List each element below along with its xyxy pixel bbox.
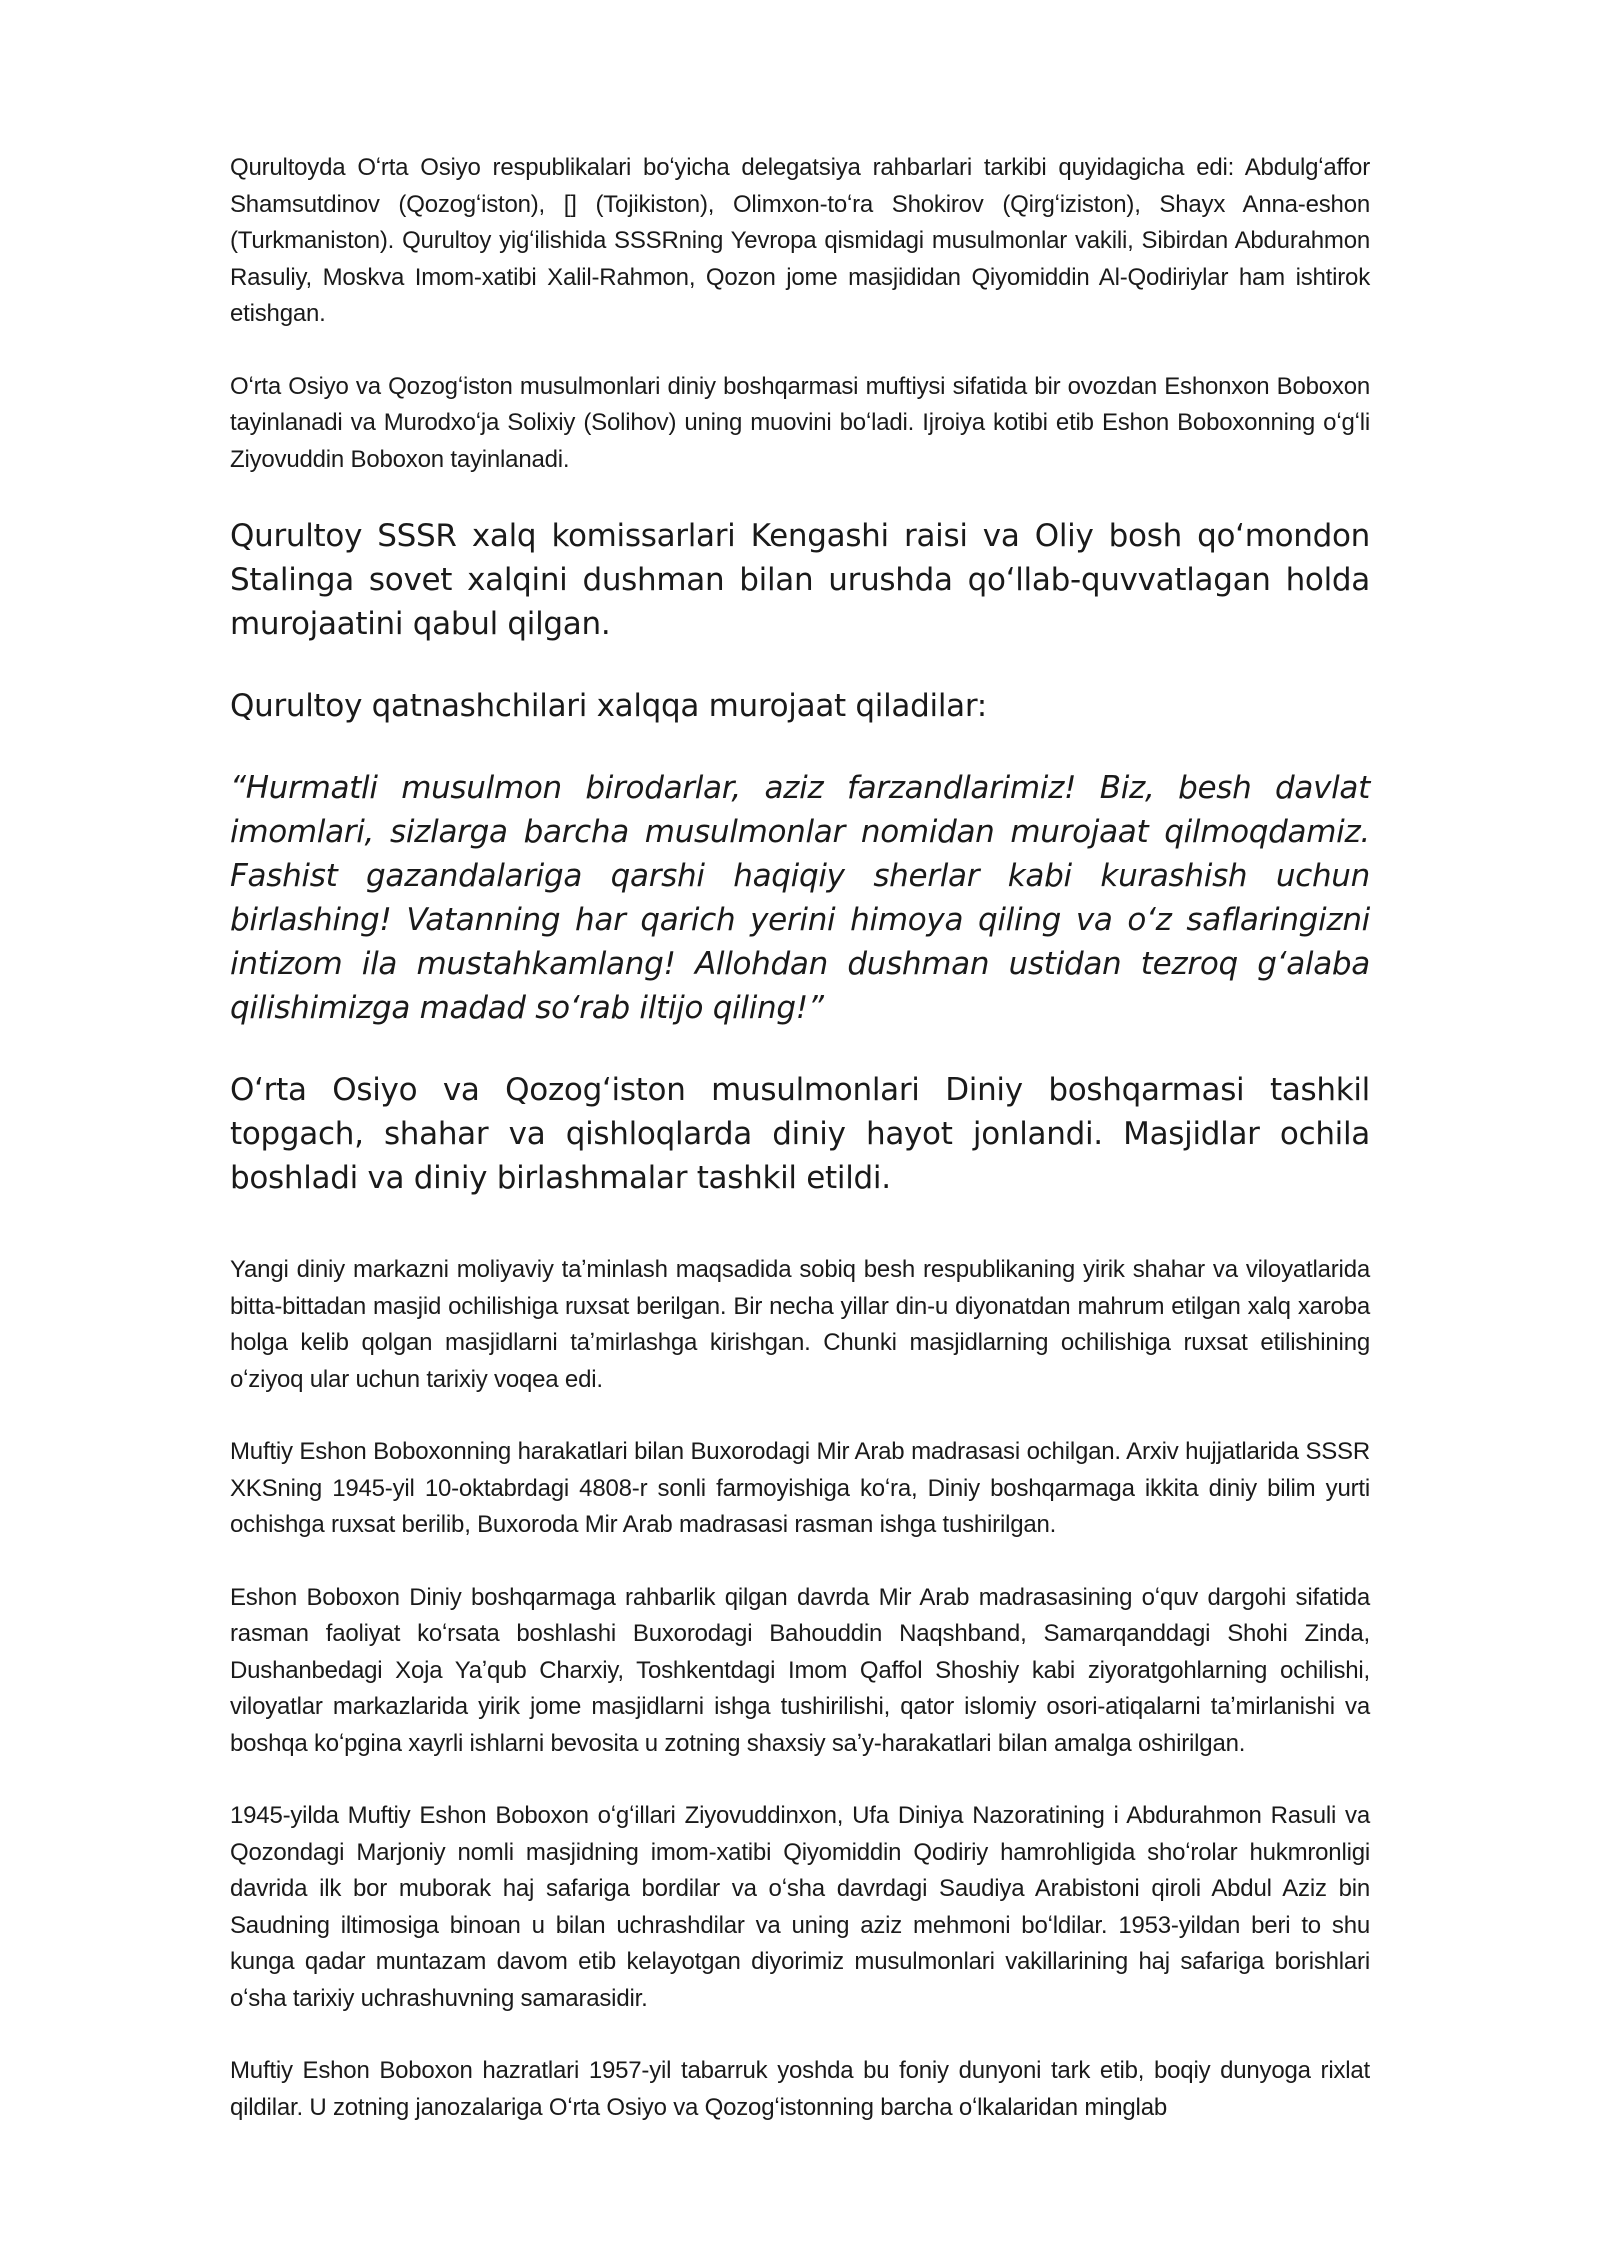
paragraph-mufti-appointment: Oʻrta Osiyo va Qozogʻiston musulmonlari diniy boshqarmasi muftiysi sifatida bir ovozdan Eshonxon Boboxon tayinlanadi va Murodxoʻja Solixiy (Solihov) uning muovini boʻladi. Ijroiya kotibi etib Eshon Boboxonning oʻgʻli Ziyovuddin Boboxon tayinlanadi. — [230, 372, 1370, 473]
paragraph-leadership-achievements: Eshon Boboxon Diniy boshqarmaga rahbarlik qilgan davrda Mir Arab madrasasining oʻquv dargohi sifatida rasman faoliyat koʻrsata boshlashi Buxorodagi Bahouddin Naqshband, Samarqanddagi Shohi Zinda, Dushanbedagi Xoja Yaʼqub Charxiy, Toshkentdagi Imom Qaffol Shoshiy kabi ziyoratgohlarning ochilishi, viloyatlar markazlarida yirik jome masjidlarni ishga tushirilishi, qator islomiy osori-atiqalarni taʼmirlanishi va boshqa koʻpgina xayrli ishlarni bevosita u zotning shaxsiy saʼy-harakatlari bilan amalga oshirilgan. — [230, 1583, 1370, 1757]
paragraph-appeal-to-stalin: Qurultoy SSSR xalq komissarlari Kengashi raisi va Oliy bosh qoʻmondon Stalinga sovet xalqini dushman bilan urushda qoʻllab-quvvatlagan holda murojaatini qabul qilgan. — [230, 518, 1370, 642]
paragraph-appeal-quote: “Hurmatli musulmon birodarlar, aziz farzandlarimiz! Biz, besh davlat imomlari, sizlarga barcha musulmonlar nomidan murojaat qilmoqdamiz. Fashist gazandalariga qarshi haqiqiy sherlar kabi kurashish uchun birlashing! Vatanning har qarich yerini himoya qiling va oʻz saflaringizni intizom ila mustahkamlang! Allohdan dushman ustidan tezroq gʻalaba qilishimizga madad soʻrab iltijo qiling!” — [230, 770, 1370, 1026]
document-page — [230, 150, 1370, 2162]
paragraph-delegation-leaders: Qurultoyda Oʻrta Osiyo respublikalari boʻyicha delegatsiya rahbarlari tarkibi quyidagicha edi: Abdulgʻaffor Shamsutdinov (Qozogʻiston), [] (Tojikiston), Olimxon-toʻra Shokirov (Qirgʻiziston), Shayx Anna-eshon (Turkmaniston). Qurultoy yigʻilishida SSSRning Yevropa qismidagi musulmonlar vakili, Sibirdan Abdurahmon Rasuliy, Moskva Imom-xatibi Xalil-Rahmon, Qozon jome masjididan Qiyomiddin Al-Qodiriylar ham ishtirok etishgan. — [230, 154, 1370, 327]
paragraph-appeal-intro: Qurultoy qatnashchilari xalqqa murojaat qiladilar: — [230, 688, 987, 724]
paragraph-mufti-death: Muftiy Eshon Boboxon hazratlari 1957-yil tabarruk yoshda bu foniy dunyoni tark etib, boqiy dunyoga rixlat qildilar. U zotning janozalariga Oʻrta Osiyo va Qozogʻistonning barcha oʻlkalaridan minglab — [230, 2057, 1370, 2121]
paragraph-mosque-funding: Yangi diniy markazni moliyaviy taʼminlash maqsadida sobiq besh respublikaning yirik shahar va viloyatlarida bitta-bittadan masjid ochilishiga ruxsat berilgan. Bir necha yillar din-u diyonatdan mahrum etilgan xalq xaroba holga kelib qolgan masjidlarni taʼmirlashga kirishgan. Chunki masjidlarning ochilishiga ruxsat etilishining oʻziyoq ular uchun tarixiy voqea edi. — [230, 1256, 1370, 1393]
paragraph-religious-revival: Oʻrta Osiyo va Qozogʻiston musulmonlari Diniy boshqarmasi tashkil topgach, shahar va qishloqlarda diniy hayot jonlandi. Masjidlar ochila boshladi va diniy birlashmalar tashkil etildi. — [230, 1072, 1370, 1196]
paragraph-hajj-1945: 1945-yilda Muftiy Eshon Boboxon oʻgʻillari Ziyovuddinxon, Ufa Diniya Nazoratining i Abdurahmon Rasuli va Qozondagi Marjoniy nomli masjidning imom-xatibi Qiyomiddin Qodiriy hamrohligida shoʻrolar hukmronligi davrida ilk bor muborak haj safariga bordilar va oʻsha davrdagi Saudiya Arabistoni qiroli Abdul Aziz bin Saudning iltimosiga binoan u bilan uchrashdilar va uning aziz mehmoni boʻldilar. 1953-yildan beri to shu kunga qadar muntazam davom etib kelayotgan diyorimiz musulmonlari vakillarining haj safariga borishlari oʻsha tarixiy uchrashuvning samarasidir. — [230, 1802, 1370, 2012]
paragraph-mir-arab-madrasa: Muftiy Eshon Boboxonning harakatlari bilan Buxorodagi Mir Arab madrasasi ochilgan. Arxiv hujjatlarida SSSR XKSning 1945-yil 10-oktabrdagi 4808-r sonli farmoyishiga koʻra, Diniy boshqarmaga ikkita diniy bilim yurti ochishga ruxsat berilib, Buxoroda Mir Arab madrasasi rasman ishga tushirilgan. — [230, 1438, 1370, 1538]
